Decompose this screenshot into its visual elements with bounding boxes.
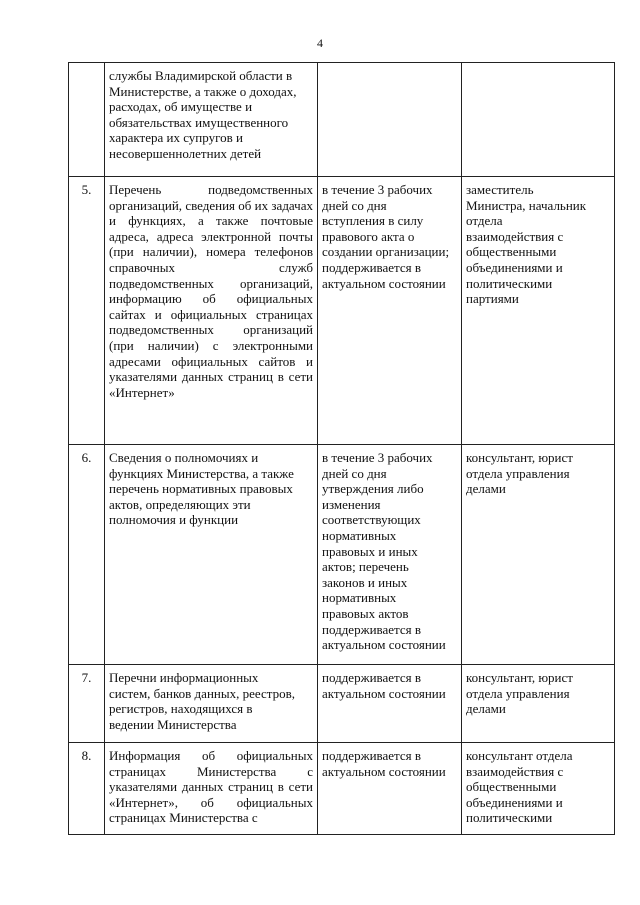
term-cell (318, 63, 462, 177)
info-text: Перечни информационных систем, банков данных, реестров, регистров, находящихся в ведении Министерства (109, 670, 295, 732)
row-number (69, 63, 105, 177)
info-cell (105, 63, 318, 177)
responsible-text: консультант отдела взаимодействия с общественными объединениями и политическими (466, 748, 573, 826)
responsible-cell (462, 63, 615, 177)
info-cell (105, 445, 318, 665)
information-table (68, 62, 615, 835)
term-text: поддерживается в актуальном состоянии (322, 748, 446, 779)
info-cell (105, 743, 318, 835)
row-number: 8. (69, 743, 105, 835)
responsible-cell (462, 665, 615, 743)
term-text: в течение 3 рабочих дней со дня утверждения либо изменения соответствующих нормативных правовых и иных актов; перечень законов и иных нормативных правовых актов поддерживается в актуальном состоянии (322, 450, 446, 653)
responsible-text: консультант, юрист отдела управления делами (466, 450, 573, 497)
responsible-text: консультант, юрист отдела управления делами (466, 670, 573, 717)
table-row (69, 63, 615, 177)
term-cell (318, 445, 462, 665)
info-cell (105, 177, 318, 445)
table-row (69, 665, 615, 743)
info-text: службы Владимирской области в Министерстве, а также о доходах, расходах, об имуществе и обязательствах имущественного характера их супругов и несовершеннолетних детей (109, 68, 297, 161)
table-row (69, 743, 615, 835)
page-number: 4 (317, 36, 323, 50)
table-row (69, 445, 615, 665)
term-text: поддерживается в актуальном состоянии (322, 670, 446, 701)
info-cell (105, 665, 318, 743)
info-text: Перечень подведомственных организаций, сведения об их задачах и функциях, а также почтовые адреса, адреса электронной почты (при наличии), номера телефонов справочных служб подведомственных организаций, информацию об официальных сайтах и официальных страницах подведомственных организаций (при наличии) с электронными адресами официальных сайтов и указателями данных страниц в сети «Интернет» (109, 182, 313, 400)
term-text: в течение 3 рабочих дней со дня вступления в силу правового акта о создании организации; поддерживается в актуальном состоянии (322, 182, 450, 291)
term-cell (318, 177, 462, 445)
info-text: Информация об официальных страницах Министерства с указателями данных страниц в сети «Интернет», об официальных страницах Министерства с (109, 748, 313, 826)
responsible-cell (462, 177, 615, 445)
row-number: 7. (69, 665, 105, 743)
table-row (69, 177, 615, 445)
term-cell (318, 743, 462, 835)
info-text: Сведения о полномочиях и функциях Министерства, а также перечень нормативных правовых актов, определяющих эти полномочия и функции (109, 450, 294, 528)
responsible-cell (462, 445, 615, 665)
responsible-cell (462, 743, 615, 835)
term-cell (318, 665, 462, 743)
responsible-text: заместитель Министра, начальник отдела взаимодействия с общественными объединениями и политическими партиями (466, 182, 587, 307)
row-number: 5. (69, 177, 105, 445)
row-number: 6. (69, 445, 105, 665)
